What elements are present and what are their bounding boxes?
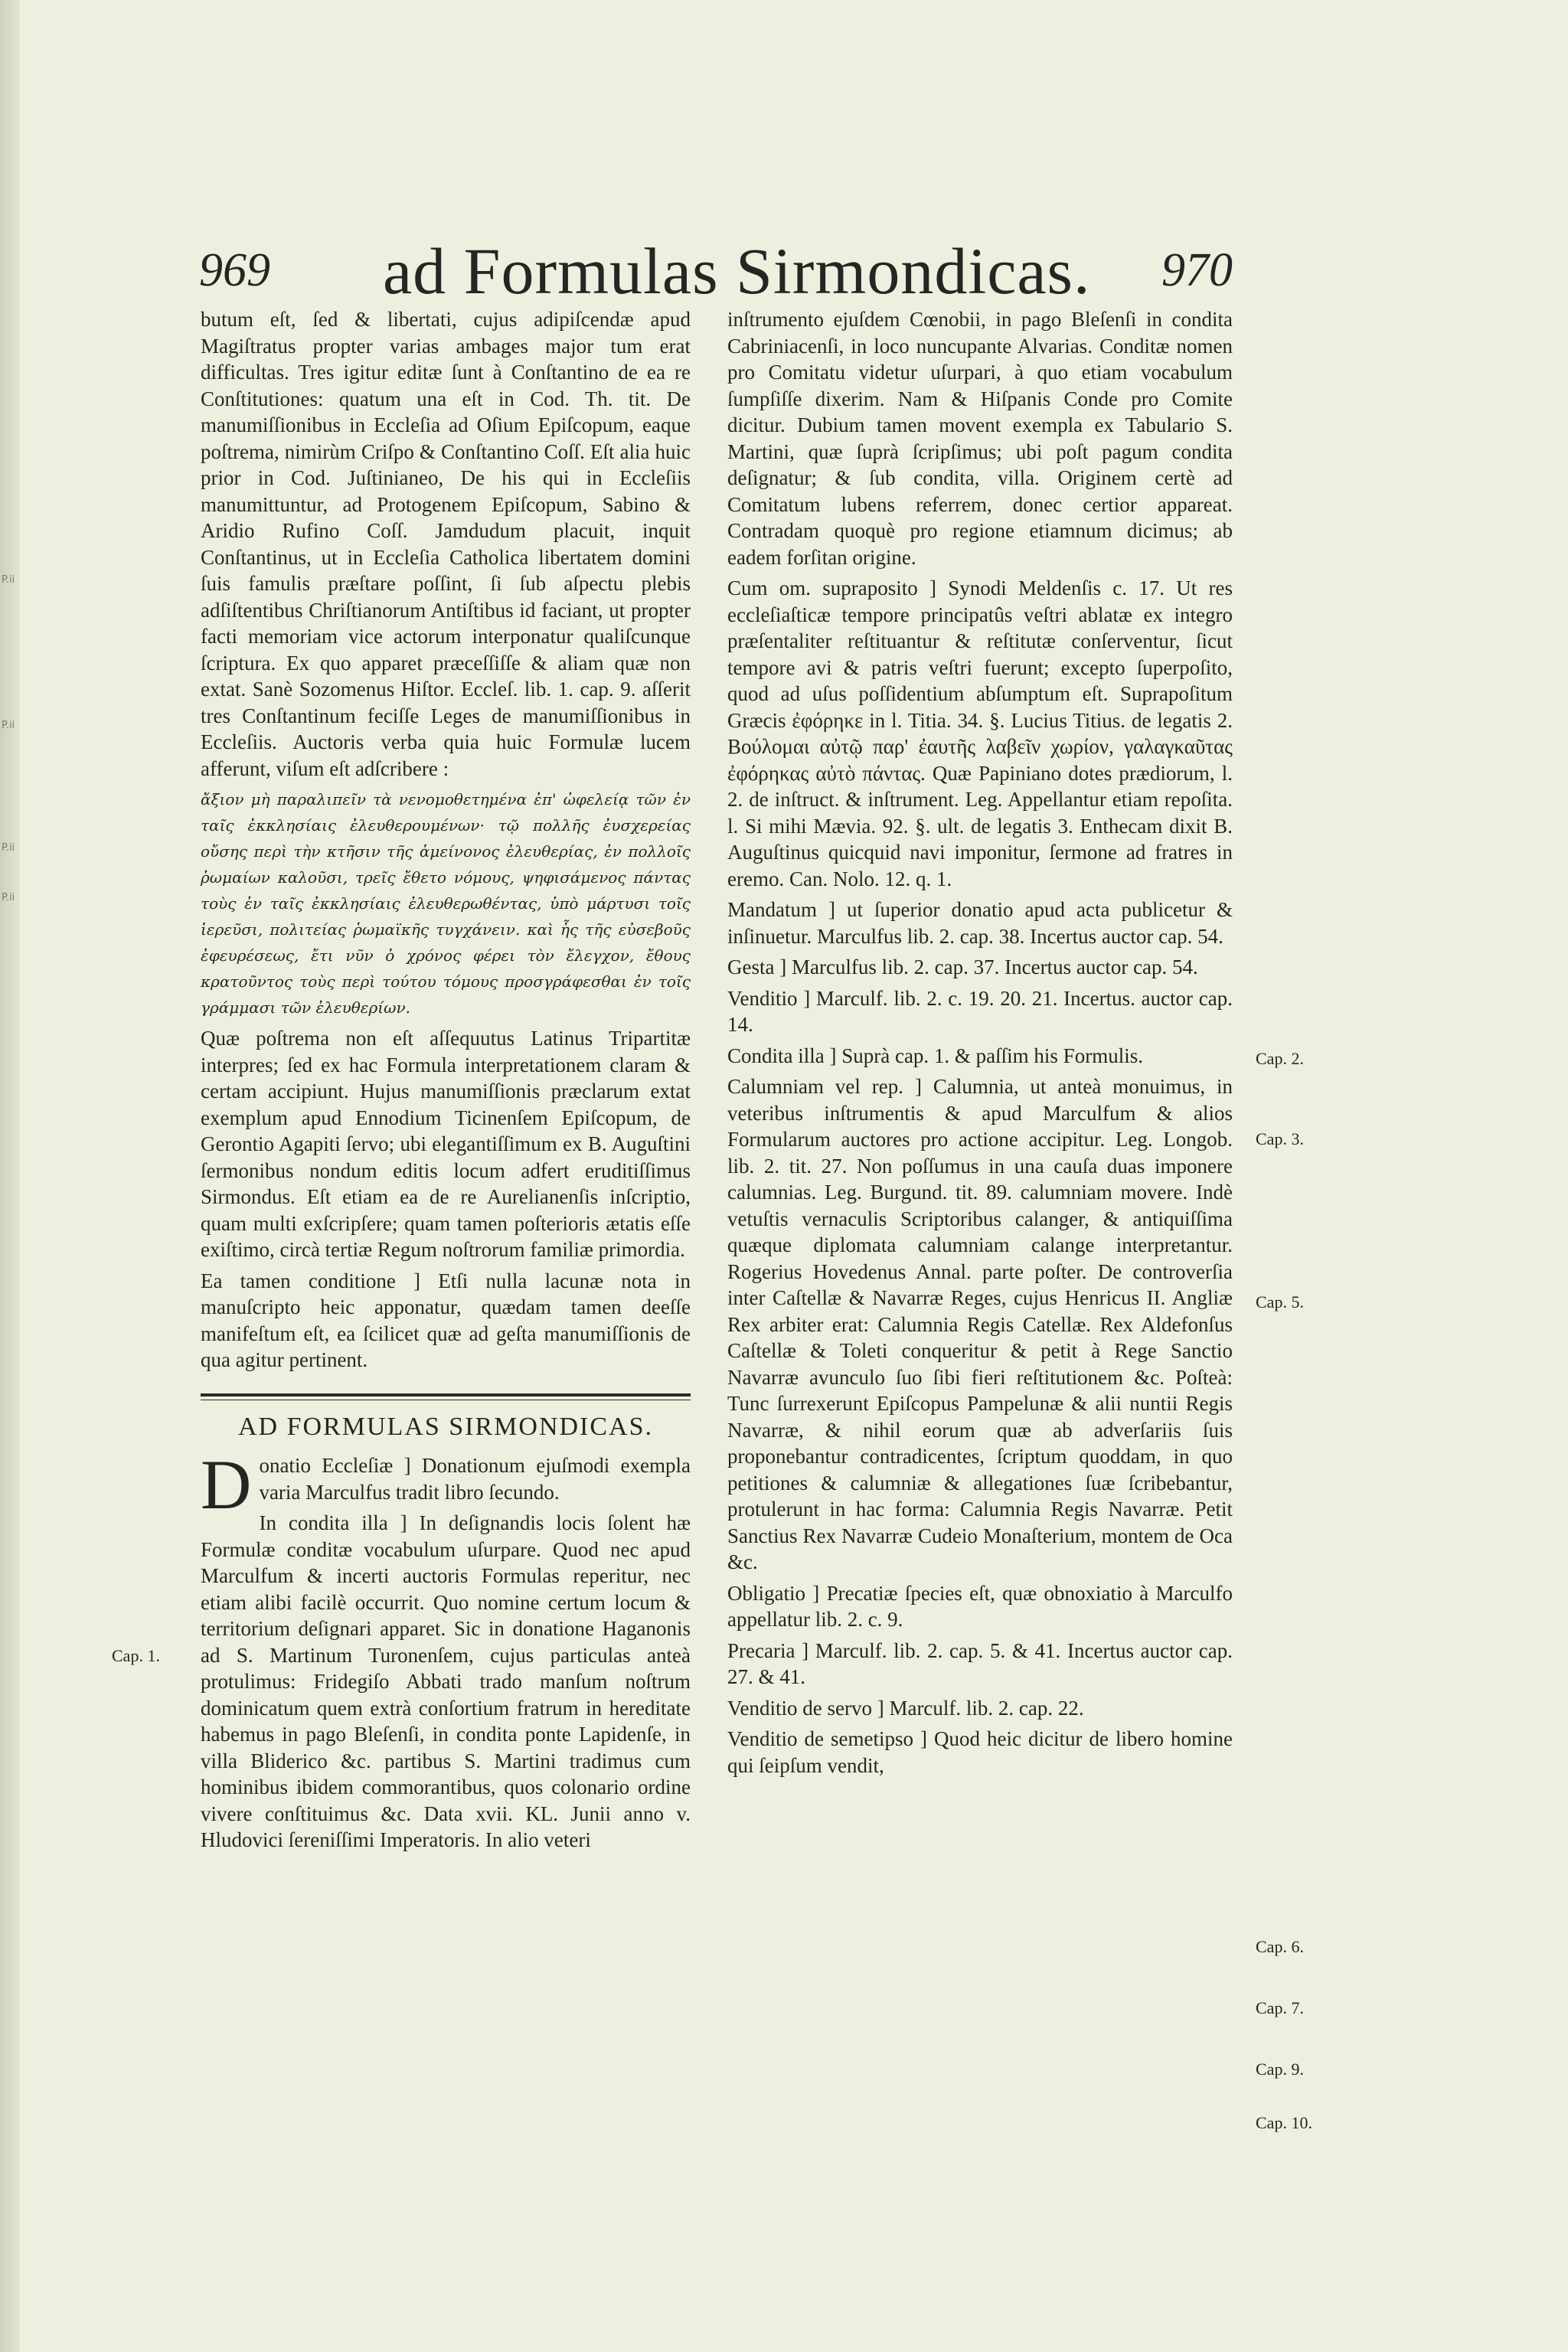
page-edge	[0, 0, 20, 2352]
right-column	[727, 306, 1233, 1783]
cap-note: Cap. 3.	[1256, 1129, 1304, 1148]
greek-quotation: ἄξιον μὴ παραλιπεῖν τὰ νενομοθετημένα ἐπ' ὠφελείᾳ τῶν ἐν ταῖς ἐκκλησίαις ἐλευθερουμένων· τῷ πολλῆς ἐυσχερείας οὔσης περὶ τὴν κτῆσιν τῆς ἀμείνονος ἐλευθερίας, ἐν πολλοῖς ῥωμαίων καλοῦσι, τρεῖς ἔθετο νόμους, ψηφισάμενος πάντας τοὺς ἐν ταῖς ἐκκλησίαις ἐλευθερωθέντας, ὑπὸ μάρτυσι τοῖς ἱερεῦσι, πολιτείας ῥωμαϊκῆς τυγχάνειν. καὶ ἧς τῆς εὐσεβοῦς ἐφευρέσεως, ἔτι νῦν ὁ χρόνος φέρει τὸν ἔλεγχον, ἔθους κρατοῦντος τοὺς περὶ τούτου τόμους προσγράφεσθαι ἐν τοῖς γράμμασι τῶν ἐλευθερίων.	[201, 790, 691, 1017]
section-title: AD FORMULAS SIRMONDICAS.	[237, 1412, 654, 1441]
cap-note: Cap. 7.	[1256, 1998, 1304, 2017]
left-column	[201, 306, 691, 1858]
cap-note: Cap. 10.	[1256, 2113, 1312, 2132]
paragraph: Venditio de semetipso ] Quod heic dicitur de libero homine qui ſeipſum vendit,	[727, 1727, 1233, 1777]
cap-note: Cap. 5.	[1256, 1292, 1304, 1312]
section-divider	[201, 1393, 691, 1400]
paragraph: Venditio de servo ] Marculf. lib. 2. cap. 22.	[727, 1696, 1084, 1720]
paragraph: Venditio ] Marculf. lib. 2. c. 19. 20. 21. Incertus. auctor cap. 14.	[727, 986, 1233, 1036]
running-header	[199, 234, 1233, 312]
margin-mark: P.ii	[2, 720, 15, 731]
paragraph: inſtrumento ejuſdem Cœnobii, in pago Bleſenſi in condita Cabriniacenſi, in loco nuncupante Alvarias. Conditæ nomen pro Comitatu videtur uſurpari, à quo etiam vocabulum ſumpſiſſe dixerim. Nam & Hiſpanis Conde pro Comite dicitur. Dubium tamen movent exempla ex Tabulario S. Martini, quæ ſuprà ſcripſimus; ubi poſt pagum condita deſignatur; & ſub condita, villa. Originem certè ad Comitatum lubens referrem, donec certior appareat. Contradam quoquè pro regione etiamnum dicimus; ab eadem forſitan origine.	[727, 308, 1233, 569]
page-number-right: 970	[1161, 244, 1233, 296]
margin-mark: P.ii	[2, 574, 15, 586]
paragraph: Mandatum ] ut ſuperior donatio apud acta publicetur & inſinuetur. Marculfus lib. 2. cap. 38. Incertus auctor cap. 54.	[727, 898, 1233, 948]
paragraph: Obligatio ] Precatiæ ſpecies eſt, quæ obnoxiatio à Marculfo appellatur lib. 2. c. 9.	[727, 1581, 1233, 1631]
paragraph: butum eſt, ſed & libertati, cujus adipiſcendæ apud Magiſtratus propter varias ambages major tum erat difficultas. Tres igitur editæ ſunt à Conſtantino de ea re Conſtitutiones: quatum una eſt in Cod. Th. tit. De manumiſſionibus in Eccleſia ad Oſium Epiſcopum, eaque poſtrema, nimirùm Criſpo & Conſtantino Coſſ. Eſt alia huic prior in Cod. Juſtinianeo, De his qui in Eccleſiis manumittuntur, ad Protogenem Epiſcopum, Sabino & Aridio Rufino Coſſ. Jamdudum placuit, inquit Conſtantinus, ut in Eccleſia Catholica libertatem domini ſuis famulis præſtare poſſint, ſi ſub aſpectu plebis adſiſtentibus Chriſtianorum Antiſtibus id faciant, ut propter facti memoriam vice actorum interponatur qualiſcunque ſcriptura. Ex quo apparet præceſſiſſe & aliam quæ non extat. Sanè Sozomenus Hiſtor. Eccleſ. lib. 1. cap. 9. aſſerit tres Conſtantinum feciſſe Leges de manumiſſionibus in Eccleſiis. Auctoris verba quia huic Formulæ lucem afferunt, viſum eſt adſcribere :	[201, 308, 691, 780]
paragraph	[201, 1446, 691, 1524]
divider-thick	[201, 1393, 691, 1396]
paragraph: Quæ poſtrema non eſt aſſequutus Latinus Tripartitæ interpres; ſed ex hac Formula interpretationem claram & certam accipiunt. Hujus manumiſſionis præclarum extat exemplum apud Ennodium Ticinenſem Epiſcopum, de Gerontio Agapiti ſervo; ubi elegantiſſimum ex B. Auguſtini ſermonibus nondum editis locum adfert eruditiſſimus Sirmondus. Eſt etiam ea de re Aurelianenſis inſcriptio, quam multi exſcripſere; quam tamen poſterioris ætatis eſſe exiſtimo, circà tertiæ Regum noſtrorum familiæ primordia.	[201, 1027, 691, 1261]
margin-mark: P.ii	[2, 892, 15, 903]
paragraph: Gesta ] Marculfus lib. 2. cap. 37. Incertus auctor cap. 54.	[727, 956, 1198, 978]
paragraph: Condita illa ] Suprà cap. 1. & paſſim his Formulis.	[727, 1044, 1143, 1067]
cap-note: Cap. 1.	[112, 1646, 160, 1665]
drop-cap: D	[201, 1446, 252, 1524]
page-number-left: 969	[199, 244, 270, 296]
paragraph: Precaria ] Marculf. lib. 2. cap. 5. & 41. Incertus auctor cap. 27. & 41.	[727, 1638, 1233, 1688]
cap-note: Cap. 9.	[1256, 2060, 1304, 2079]
paragraph: Cum om. supraposito ] Synodi Meldenſis c. 17. Ut res eccleſiaſticæ tempore principatûs veſtri ablatæ ex integro præſentaliter reſtituantur & reſtitutæ conſerventur, ſicut tempore avi & patris veſtri fuerunt; excepto ſuperpoſito, quod ad uſus poſſidentium abſumptum eſt. Suprapoſitum Græcis ἐφόρηκε in l. Titia. 34. §. Lucius Titius. de legatis 2. Βούλομαι αὐτῷ παρ' ἐαυτῆς λαβεῖν χωρίον, γαλαγκαῦτας ἐφόρηκας αὐτὸ πάντας. Quæ Papiniano dotes prædiorum, l. 2. de inſtruct. & inſtrument. Leg. Appellantur etiam repoſita. l. Si mihi Mævia. 92. §. ult. de legatis 3. Enthecam dixit B. Auguſtinus quicquid navi imponitur, ſermone ad fratres in eremo. Can. Nolo. 12. q. 1.	[727, 577, 1233, 890]
margin-mark: P.ii	[2, 842, 15, 854]
paragraph-text: onatio Eccleſiæ ] Donationum ejuſmodi exempla varia Marculfus tradit libro ſecundo.	[259, 1454, 691, 1504]
paragraph: Calumniam vel rep. ] Calumnia, ut anteà monuimus, in veteribus inſtrumentis & apud Marculfum & alios Formularum auctores pro actione accipitur. Leg. Longob. lib. 2. tit. 27. Non poſſumus in una cauſa duas imponere calumnias. Leg. Burgund. tit. 89. calumniam movere. Indè vetuſtis vernaculis Scriptoribus calanger, & antiquiſſima quæque diplomata calumniam calange interpretantur. Rogerius Hovedenus Annal. parte poſter. De controverſia inter Caſtellæ & Navarræ Reges, cujus Henricus II. Angliæ Rex arbiter erat: Calumnia Regis Catellæ. Rex Aldefonſus Caſtellæ & Toleti conqueritur & petit à Rege Sanctio Navarræ avunculo ſuo ſibi fieri reſtitutionem &c. Poſteà: Tunc ſurrexerunt Epiſcopus Pampelunæ & alii nuntii Regis Navarræ, & nihil eorum quæ ab adverſariis ſuis proponebantur contradicentes, ſcriptum quoddam, in quo petitiones & calumniæ & allegationes ſuæ ſcribebantur, protulerunt in hac forma: Calumnia Regis Navarræ. Petit Sanctius Rex Navarræ Cudeio Monaſterium, montem de Oca &c.	[727, 1075, 1233, 1573]
cap-note: Cap. 6.	[1256, 1937, 1304, 1956]
paragraph: In condita illa ] In deſignandis locis ſolent hæ Formulæ conditæ vocabulum uſurpare. Quod nec apud Marculfum & incerti auctoris Formulas reperitur, nec etiam alibi facilè occurrit. Quo nomine certum locum & territorium deſignari apparet. Sic in donatione Haganonis ad S. Martinum Turonenſem, cujus particulas anteà protulimus: Fridegiſo Abbati trado manſum noſtrum dominicatum quem extrà conſortium fratrum in hereditate habemus in pago Bleſenſi, in condita ponte Lapidenſe, in villa Bliderico &c. partibus S. Martini tradimus cum hominibus ibidem commorantibus, quos colonario ordine vivere conſtituimus &c. Data xvii. KL. Junii anno v. Hludovici ſereniſſimi Imperatoris. In alio veteri	[201, 1511, 691, 1851]
paragraph: Ea tamen conditione ] Etſi nulla lacunæ nota in manuſcripto heic apponatur, quædam tamen deeſſe manifeſtum eſt, ea ſcilicet quæ ad geſta manumiſſionis de qua agitur pertinent.	[201, 1269, 691, 1371]
cap-note: Cap. 2.	[1256, 1049, 1304, 1068]
running-title: ad Formulas Sirmondicas.	[383, 234, 1091, 308]
